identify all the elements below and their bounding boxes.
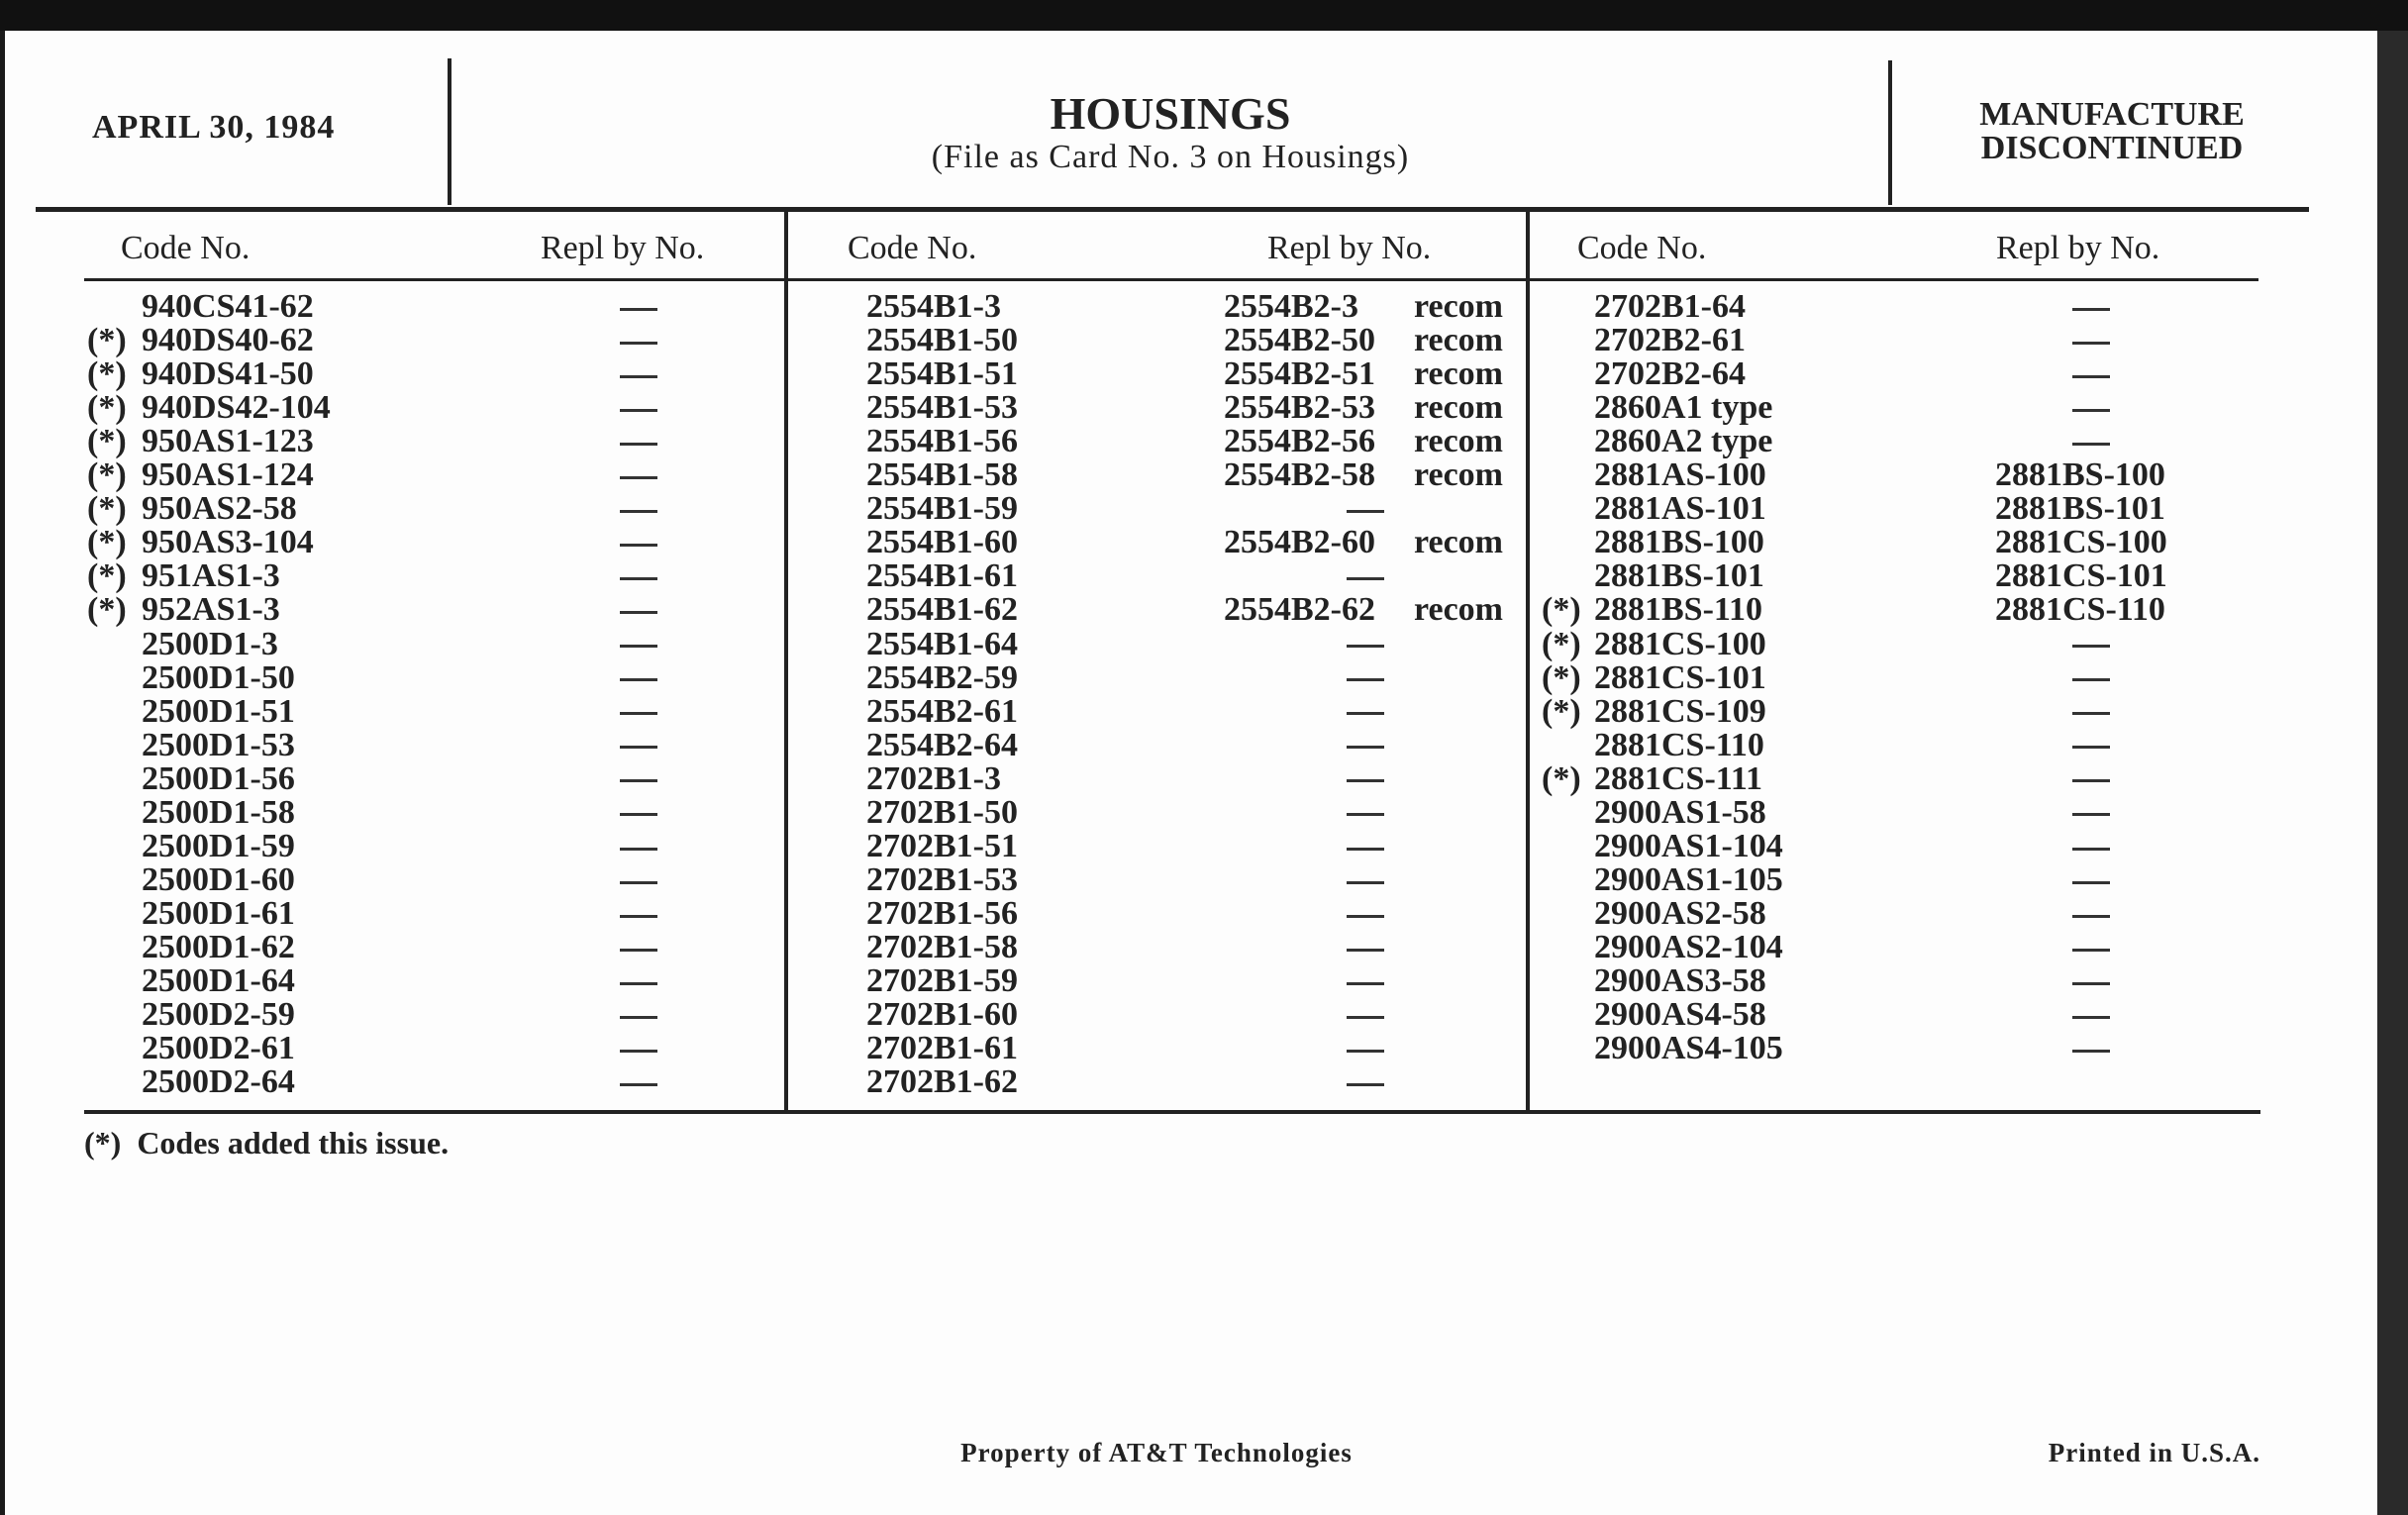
new-code-marker: (*) xyxy=(87,524,127,561)
dash-icon xyxy=(620,1016,657,1019)
dash-icon xyxy=(620,1083,657,1086)
document-subtitle: (File as Card No. 3 on Housings) xyxy=(931,139,1410,175)
code-number: 2900AS4-58 xyxy=(1594,996,1766,1034)
replacement-number: 2554B2-62 xyxy=(1224,591,1375,629)
code-number: 2900AS3-58 xyxy=(1594,962,1766,999)
new-code-marker: (*) xyxy=(1542,692,1581,730)
no-replacement-dash xyxy=(620,897,657,931)
dash-icon xyxy=(1347,746,1384,749)
no-replacement-dash xyxy=(1347,695,1384,729)
recommended-note: recom xyxy=(1414,288,1503,325)
dash-icon xyxy=(1347,712,1384,715)
no-replacement-dash xyxy=(2072,391,2110,425)
code-number: 2500D1-56 xyxy=(142,759,295,797)
code-number: 2702B1-56 xyxy=(866,894,1018,932)
code-number: 2702B1-53 xyxy=(866,860,1018,898)
replacement-number: 2554B2-50 xyxy=(1224,322,1375,359)
code-number: 2702B1-64 xyxy=(1594,288,1746,325)
code-number: 2554B1-3 xyxy=(866,288,1001,325)
dash-icon xyxy=(2072,881,2110,884)
no-replacement-dash xyxy=(1347,1032,1384,1065)
replacement-number: 2881CS-110 xyxy=(1995,591,2165,629)
dash-icon xyxy=(620,915,657,918)
dash-icon xyxy=(620,409,657,412)
code-number: 950AS2-58 xyxy=(142,490,297,528)
column-divider xyxy=(784,209,788,1114)
no-replacement-dash xyxy=(2072,998,2110,1032)
dash-icon xyxy=(620,848,657,851)
no-replacement-dash xyxy=(1347,1065,1384,1099)
col3-code-header: Code No. xyxy=(1577,230,1707,266)
no-replacement-dash xyxy=(620,1032,657,1065)
code-number: 2500D1-51 xyxy=(142,692,295,730)
code-number: 940DS42-104 xyxy=(142,389,331,427)
code-number: 2500D1-64 xyxy=(142,962,295,999)
code-number: 2881AS-101 xyxy=(1594,490,1766,528)
no-replacement-dash xyxy=(620,425,657,458)
dash-icon xyxy=(1347,1016,1384,1019)
no-replacement-dash xyxy=(620,729,657,762)
no-replacement-dash xyxy=(620,762,657,796)
new-code-marker: (*) xyxy=(87,389,127,427)
no-replacement-dash xyxy=(2072,762,2110,796)
no-replacement-dash xyxy=(2072,863,2110,897)
no-replacement-dash xyxy=(1347,729,1384,762)
no-replacement-dash xyxy=(1347,830,1384,863)
new-code-marker: (*) xyxy=(87,591,127,629)
recommended-note: recom xyxy=(1414,591,1503,629)
no-replacement-dash xyxy=(2072,964,2110,998)
code-number: 2500D1-58 xyxy=(142,793,295,831)
code-number: 2554B1-56 xyxy=(866,423,1018,460)
col2-code-header: Code No. xyxy=(848,230,977,266)
code-number: 2900AS1-105 xyxy=(1594,860,1783,898)
no-replacement-dash xyxy=(620,830,657,863)
no-replacement-dash xyxy=(620,391,657,425)
no-replacement-dash xyxy=(1347,964,1384,998)
code-number: 2900AS1-58 xyxy=(1594,793,1766,831)
code-number: 2500D1-3 xyxy=(142,625,278,662)
dash-icon xyxy=(620,476,657,479)
new-code-marker: (*) xyxy=(1542,658,1581,696)
code-number: 2702B1-58 xyxy=(866,928,1018,965)
code-number: 2554B2-64 xyxy=(866,726,1018,763)
dash-icon xyxy=(620,779,657,782)
code-number: 2554B1-53 xyxy=(866,389,1018,427)
dash-icon xyxy=(1347,678,1384,681)
no-replacement-dash xyxy=(620,559,657,593)
code-number: 2881CS-110 xyxy=(1594,726,1764,763)
code-number: 2702B1-51 xyxy=(866,827,1018,864)
code-number: 2881CS-100 xyxy=(1594,625,1766,662)
header-divider xyxy=(448,58,452,205)
dash-icon xyxy=(2072,915,2110,918)
code-number: 2881CS-101 xyxy=(1594,658,1766,696)
new-code-marker: (*) xyxy=(1542,591,1581,629)
replacement-number: 2881BS-100 xyxy=(1995,456,2165,494)
code-number: 2554B1-59 xyxy=(866,490,1018,528)
header-divider xyxy=(1888,60,1892,205)
no-replacement-dash xyxy=(2072,695,2110,729)
code-number: 2702B1-62 xyxy=(866,1063,1018,1101)
replacement-number: 2881CS-100 xyxy=(1995,524,2167,561)
dash-icon xyxy=(1347,915,1384,918)
new-code-marker: (*) xyxy=(1542,625,1581,662)
dash-icon xyxy=(2072,443,2110,446)
code-number: 2554B2-61 xyxy=(866,692,1018,730)
col2-repl-header: Repl by No. xyxy=(1267,230,1432,266)
dash-icon xyxy=(2072,409,2110,412)
code-number: 2881BS-110 xyxy=(1594,591,1763,629)
dash-icon xyxy=(2072,342,2110,345)
no-replacement-dash xyxy=(1347,931,1384,964)
code-number: 950AS3-104 xyxy=(142,524,314,561)
dash-icon xyxy=(2072,848,2110,851)
code-number: 2702B2-61 xyxy=(1594,322,1746,359)
code-number: 951AS1-3 xyxy=(142,557,280,595)
code-number: 2554B2-59 xyxy=(866,658,1018,696)
no-replacement-dash xyxy=(620,998,657,1032)
no-replacement-dash xyxy=(1347,863,1384,897)
code-number: 2554B1-62 xyxy=(866,591,1018,629)
dash-icon xyxy=(1347,881,1384,884)
code-number: 2500D1-50 xyxy=(142,658,295,696)
no-replacement-dash xyxy=(620,695,657,729)
printed-notice: Printed in U.S.A. xyxy=(2048,1438,2260,1467)
column-header-rule xyxy=(84,278,2258,281)
status-line-2: DISCONTINUED xyxy=(1980,130,2244,166)
code-number: 2554B1-50 xyxy=(866,322,1018,359)
no-replacement-dash xyxy=(2072,357,2110,391)
dash-icon xyxy=(620,881,657,884)
code-number: 2500D1-60 xyxy=(142,860,295,898)
dash-icon xyxy=(1347,813,1384,816)
code-number: 2554B1-64 xyxy=(866,625,1018,662)
new-code-marker: (*) xyxy=(87,490,127,528)
no-replacement-dash xyxy=(2072,425,2110,458)
issue-date: APRIL 30, 1984 xyxy=(92,109,336,146)
dash-icon xyxy=(620,308,657,311)
code-number: 2554B1-51 xyxy=(866,355,1018,393)
recommended-note: recom xyxy=(1414,389,1503,427)
recommended-note: recom xyxy=(1414,355,1503,393)
code-number: 940CS41-62 xyxy=(142,288,314,325)
no-replacement-dash xyxy=(2072,661,2110,695)
code-number: 2900AS4-105 xyxy=(1594,1030,1783,1067)
code-number: 950AS1-123 xyxy=(142,423,314,460)
code-number: 2900AS2-58 xyxy=(1594,894,1766,932)
no-replacement-dash xyxy=(2072,931,2110,964)
no-replacement-dash xyxy=(1347,492,1384,526)
dash-icon xyxy=(2072,1016,2110,1019)
no-replacement-dash xyxy=(2072,796,2110,830)
replacement-number: 2554B2-53 xyxy=(1224,389,1375,427)
no-replacement-dash xyxy=(1347,661,1384,695)
dash-icon xyxy=(2072,779,2110,782)
code-number: 2500D1-62 xyxy=(142,928,295,965)
recommended-note: recom xyxy=(1414,524,1503,561)
dash-icon xyxy=(620,342,657,345)
table-bottom-rule xyxy=(84,1110,2260,1114)
dash-icon xyxy=(2072,1050,2110,1053)
code-number: 2860A2 type xyxy=(1594,423,1773,460)
dash-icon xyxy=(620,544,657,547)
no-replacement-dash xyxy=(1347,796,1384,830)
new-code-marker: (*) xyxy=(87,456,127,494)
code-number: 952AS1-3 xyxy=(142,591,280,629)
dash-icon xyxy=(620,712,657,715)
no-replacement-dash xyxy=(2072,290,2110,324)
dash-icon xyxy=(1347,1083,1384,1086)
col3-repl-header: Repl by No. xyxy=(1996,230,2160,266)
no-replacement-dash xyxy=(2072,897,2110,931)
no-replacement-dash xyxy=(2072,1032,2110,1065)
replacement-number: 2554B2-58 xyxy=(1224,456,1375,494)
dash-icon xyxy=(1347,577,1384,580)
dash-icon xyxy=(620,813,657,816)
new-code-marker: (*) xyxy=(87,322,127,359)
no-replacement-dash xyxy=(2072,324,2110,357)
new-code-marker: (*) xyxy=(87,557,127,595)
dash-icon xyxy=(620,949,657,952)
no-replacement-dash xyxy=(1347,628,1384,661)
code-number: 950AS1-124 xyxy=(142,456,314,494)
header-rule xyxy=(36,207,2309,212)
no-replacement-dash xyxy=(1347,762,1384,796)
code-number: 2702B1-3 xyxy=(866,759,1001,797)
code-number: 2702B1-60 xyxy=(866,996,1018,1034)
dash-icon xyxy=(1347,779,1384,782)
dash-icon xyxy=(620,611,657,614)
code-number: 2500D1-53 xyxy=(142,726,295,763)
dash-icon xyxy=(1347,982,1384,985)
footnote: (*) Codes added this issue. xyxy=(84,1125,450,1161)
code-number: 2702B1-50 xyxy=(866,793,1018,831)
dash-icon xyxy=(620,1050,657,1053)
dash-icon xyxy=(2072,712,2110,715)
no-replacement-dash xyxy=(620,492,657,526)
dash-icon xyxy=(620,375,657,378)
new-code-marker: (*) xyxy=(1542,759,1581,797)
dash-icon xyxy=(2072,813,2110,816)
column-divider xyxy=(1526,209,1530,1114)
code-number: 2881CS-109 xyxy=(1594,692,1766,730)
dash-icon xyxy=(1347,949,1384,952)
scan-top-border xyxy=(0,0,2408,31)
code-number: 940DS41-50 xyxy=(142,355,314,393)
dash-icon xyxy=(620,510,657,513)
replacement-number: 2554B2-51 xyxy=(1224,355,1375,393)
dash-icon xyxy=(2072,645,2110,648)
code-number: 2500D1-59 xyxy=(142,827,295,864)
no-replacement-dash xyxy=(620,357,657,391)
no-replacement-dash xyxy=(620,526,657,559)
dash-icon xyxy=(620,577,657,580)
code-number: 940DS40-62 xyxy=(142,322,314,359)
no-replacement-dash xyxy=(620,796,657,830)
recommended-note: recom xyxy=(1414,322,1503,359)
dash-icon xyxy=(620,678,657,681)
dash-icon xyxy=(2072,308,2110,311)
col1-code-header: Code No. xyxy=(121,230,251,266)
dash-icon xyxy=(2072,746,2110,749)
document-title: HOUSINGS xyxy=(1050,88,1291,139)
code-number: 2500D2-59 xyxy=(142,996,295,1034)
replacement-number: 2554B2-60 xyxy=(1224,524,1375,561)
dash-icon xyxy=(620,746,657,749)
no-replacement-dash xyxy=(620,290,657,324)
no-replacement-dash xyxy=(2072,628,2110,661)
recommended-note: recom xyxy=(1414,456,1503,494)
code-number: 2881BS-100 xyxy=(1594,524,1764,561)
code-number: 2554B1-60 xyxy=(866,524,1018,561)
no-replacement-dash xyxy=(1347,998,1384,1032)
dash-icon xyxy=(1347,510,1384,513)
code-number: 2900AS2-104 xyxy=(1594,928,1783,965)
code-number: 2702B1-59 xyxy=(866,962,1018,999)
code-number: 2500D2-61 xyxy=(142,1030,295,1067)
dash-icon xyxy=(2072,982,2110,985)
no-replacement-dash xyxy=(2072,729,2110,762)
no-replacement-dash xyxy=(620,661,657,695)
code-number: 2554B1-58 xyxy=(866,456,1018,494)
dash-icon xyxy=(2072,678,2110,681)
col1-repl-header: Repl by No. xyxy=(541,230,705,266)
dash-icon xyxy=(620,443,657,446)
no-replacement-dash xyxy=(1347,897,1384,931)
replacement-number: 2881CS-101 xyxy=(1995,557,2167,595)
new-code-marker: (*) xyxy=(87,423,127,460)
dash-icon xyxy=(620,645,657,648)
code-number: 2500D1-61 xyxy=(142,894,295,932)
replacement-number: 2554B2-56 xyxy=(1224,423,1375,460)
dash-icon xyxy=(1347,1050,1384,1053)
new-code-marker: (*) xyxy=(87,355,127,393)
no-replacement-dash xyxy=(620,931,657,964)
dash-icon xyxy=(620,982,657,985)
replacement-number: 2881BS-101 xyxy=(1995,490,2165,528)
dash-icon xyxy=(2072,375,2110,378)
no-replacement-dash xyxy=(620,324,657,357)
status-line-1: MANUFACTURE xyxy=(1979,96,2245,133)
no-replacement-dash xyxy=(620,863,657,897)
code-number: 2881BS-101 xyxy=(1594,557,1764,595)
property-notice: Property of AT&T Technologies xyxy=(960,1438,1353,1467)
code-number: 2702B2-64 xyxy=(1594,355,1746,393)
code-number: 2500D2-64 xyxy=(142,1063,295,1101)
replacement-number: 2554B2-3 xyxy=(1224,288,1358,325)
no-replacement-dash xyxy=(620,1065,657,1099)
no-replacement-dash xyxy=(2072,830,2110,863)
no-replacement-dash xyxy=(620,964,657,998)
no-replacement-dash xyxy=(1347,559,1384,593)
dash-icon xyxy=(1347,645,1384,648)
code-number: 2881AS-100 xyxy=(1594,456,1766,494)
no-replacement-dash xyxy=(620,593,657,627)
no-replacement-dash xyxy=(620,458,657,492)
no-replacement-dash xyxy=(620,628,657,661)
code-number: 2702B1-61 xyxy=(866,1030,1018,1067)
dash-icon xyxy=(2072,949,2110,952)
code-number: 2860A1 type xyxy=(1594,389,1773,427)
code-number: 2900AS1-104 xyxy=(1594,827,1783,864)
code-number: 2554B1-61 xyxy=(866,557,1018,595)
recommended-note: recom xyxy=(1414,423,1503,460)
code-number: 2881CS-111 xyxy=(1594,759,1763,797)
scan-right-border xyxy=(2377,31,2408,1515)
dash-icon xyxy=(1347,848,1384,851)
